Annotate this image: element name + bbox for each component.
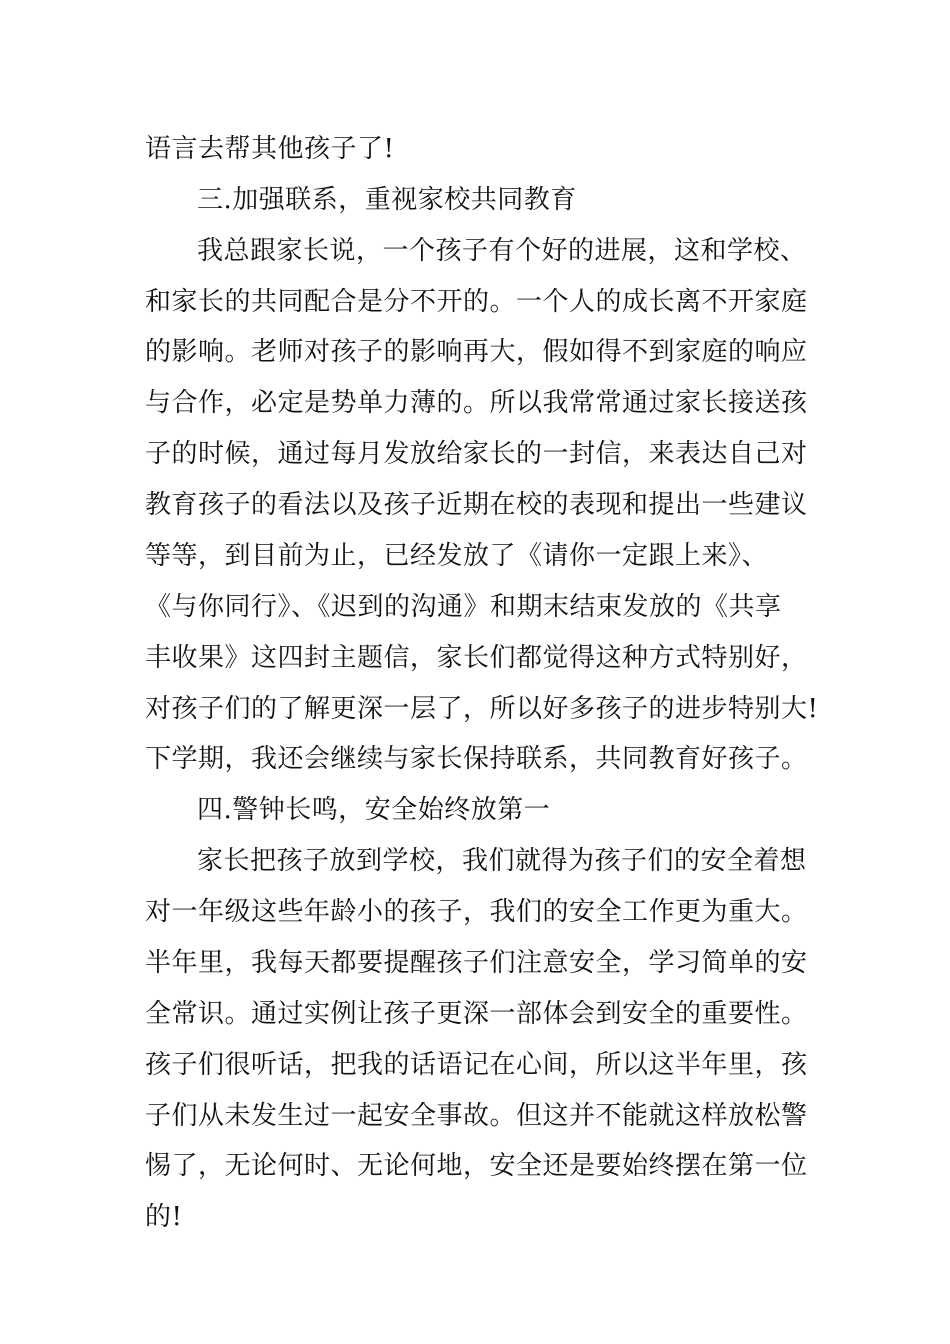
paragraph-line: 语言去帮其他孩子了! bbox=[145, 134, 395, 164]
paragraph-line: 惕了，无论何时、无论何地，安全还是要始终摆在第一位 bbox=[145, 1151, 808, 1181]
section-heading: 三.加强联系，重视家校共同教育 bbox=[197, 185, 577, 215]
paragraph-line: 对孩子们的了解更深一层了，所以好多孩子的进步特别大! bbox=[145, 694, 819, 724]
paragraph-line: 与合作，必定是势单力薄的。所以我常常通过家长接送孩 bbox=[145, 388, 808, 418]
paragraph-line: 孩子们很听话，把我的话语记在心间，所以这半年里，孩 bbox=[145, 1050, 808, 1080]
paragraph-line: 全常识。通过实例让孩子更深一部体会到安全的重要性。 bbox=[145, 999, 808, 1029]
paragraph-line: 我总跟家长说，一个孩子有个好的进展，这和学校、 bbox=[197, 236, 807, 266]
paragraph-line: 的! bbox=[145, 1202, 183, 1232]
paragraph-line: 家长把孩子放到学校，我们就得为孩子们的安全着想 bbox=[197, 846, 807, 876]
paragraph-line: 等等，到目前为止，已经发放了《请你一定跟上来》、 bbox=[145, 541, 769, 571]
paragraph-line: 子们从未发生过一起安全事故。但这并不能就这样放松警 bbox=[145, 1101, 808, 1131]
paragraph-line: 和家长的共同配合是分不开的。一个人的成长离不开家庭 bbox=[145, 287, 808, 317]
paragraph-line: 的影响。老师对孩子的影响再大，假如得不到家庭的响应 bbox=[145, 337, 808, 367]
paragraph-line: 丰收果》这四封主题信，家长们都觉得这种方式特别好， bbox=[145, 643, 808, 673]
paragraph-line: 下学期，我还会继续与家长保持联系，共同教育好孩子。 bbox=[145, 744, 808, 774]
section-heading: 四.警钟长鸣，安全始终放第一 bbox=[197, 795, 551, 825]
paragraph-line: 半年里，我每天都要提醒孩子们注意安全，学习简单的安 bbox=[145, 948, 808, 978]
paragraph-line: 对一年级这些年龄小的孩子，我们的安全工作更为重大。 bbox=[145, 897, 808, 927]
paragraph-line: 《与你同行》、《迟到的沟通》和期末结束发放的《共享 bbox=[145, 592, 782, 622]
paragraph-line: 教育孩子的看法以及孩子近期在校的表现和提出一些建议 bbox=[145, 490, 808, 520]
paragraph-line: 子的时候，通过每月发放给家长的一封信，来表达自己对 bbox=[145, 439, 808, 469]
